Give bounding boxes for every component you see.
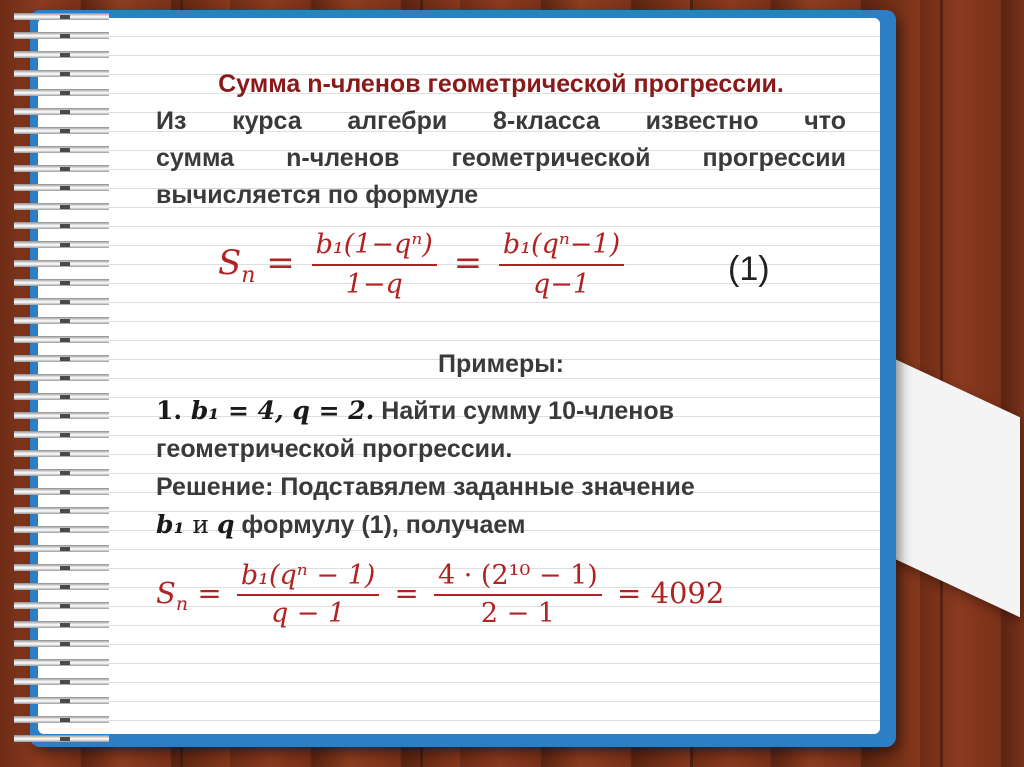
example-1 <box>156 392 846 544</box>
equals-sign: = <box>453 243 483 283</box>
solution-var-b1: b₁ <box>156 510 185 539</box>
intro-line: Из курса алгебри 8-класса известно что <box>156 107 846 135</box>
fraction-numerator: 4 · (2¹⁰ − 1) <box>434 560 602 596</box>
example-task: Найти сумму 10-членов <box>374 397 675 425</box>
equals-sign: = <box>266 243 295 283</box>
solution-line: Решение: Подставялем заданные значение <box>156 473 695 501</box>
formula-lhs-subscript: n <box>175 592 189 615</box>
examples-heading: Примеры: <box>438 350 564 378</box>
example-number: 1. <box>156 396 191 425</box>
fraction-numerator: b₁(1−qⁿ) <box>312 228 437 266</box>
fraction-1 <box>237 560 379 630</box>
spiral-holes <box>60 10 70 750</box>
fraction-denominator: 1−q <box>345 269 403 300</box>
solution-and: и <box>184 510 217 539</box>
fraction-denominator: 2 − 1 <box>480 598 555 629</box>
solution-var-q: q <box>217 510 235 539</box>
sum-formula <box>218 228 630 302</box>
fraction-numerator: b₁(qⁿ − 1) <box>237 560 379 596</box>
intro-text <box>156 66 846 214</box>
example-task-line: геометрической прогрессии. <box>156 435 513 463</box>
fraction-denominator: q − 1 <box>270 598 346 629</box>
solution-line <box>156 506 846 544</box>
fraction-denominator: q−1 <box>532 269 591 300</box>
equation-number: (1) <box>728 250 770 288</box>
fraction-2 <box>434 560 602 630</box>
intro-line: сумма n-членов геометрической прогрессии <box>156 144 846 172</box>
fraction-1 <box>312 228 437 302</box>
example-task-line <box>156 392 846 430</box>
fraction-2 <box>499 228 624 302</box>
solution-text: формулу (1), получаем <box>234 511 526 539</box>
formula-result: = 4092 <box>617 576 725 610</box>
formula-lhs-subscript: n <box>241 262 256 288</box>
slide-title: Сумма n-членов геометрической прогрессии. <box>218 70 784 98</box>
example-formula: $S_n$ = $\frac{\text{b₁(qⁿ − 1)}}{q - 1}$ = $\frac{\text{4 · (2¹⁰ − 1)}}{2 - 1}$ = 4092 <box>156 560 725 629</box>
formula-lhs: S <box>156 576 176 610</box>
formula-lhs: S <box>218 243 242 283</box>
intro-line: вычисляется по формуле <box>156 181 479 209</box>
fraction-numerator: b₁(qⁿ−1) <box>499 228 624 266</box>
example-given: b₁ = 4, q = 2. <box>190 396 375 425</box>
